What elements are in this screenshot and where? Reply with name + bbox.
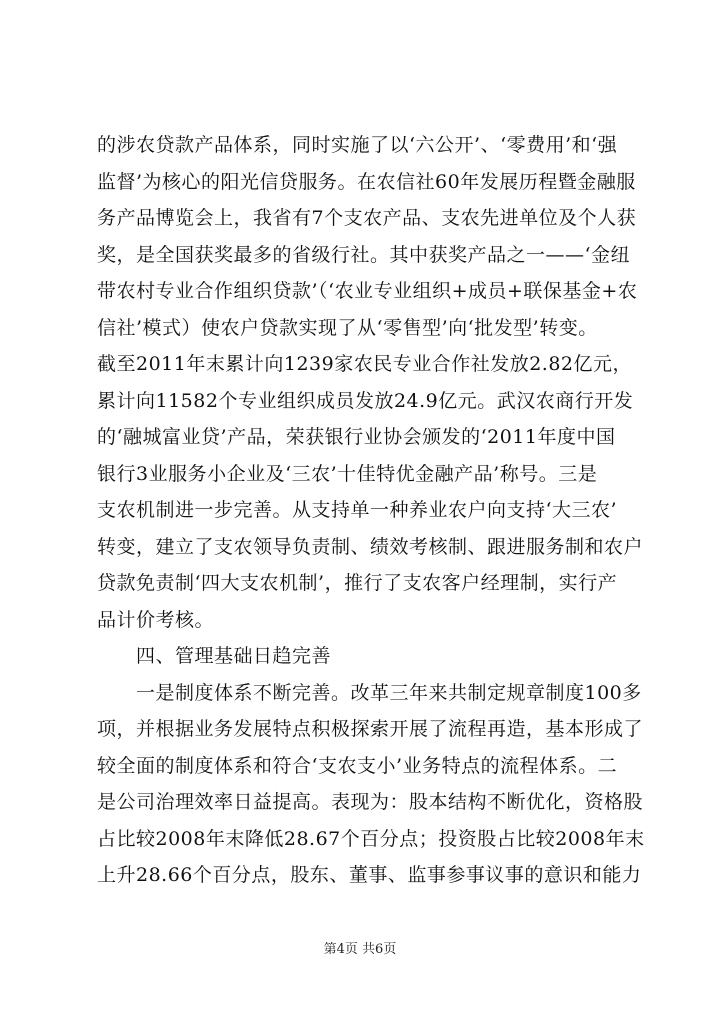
- text-line: 银行3业服务小企业及‘三农’十佳特优金融产品’称号。三是: [97, 462, 598, 485]
- text-line: 截至2011年末累计向1239家农民专业合作社发放2.82亿元，: [97, 353, 633, 375]
- text-line: 监督’为核心的阳光信贷服务。在农信社60年发展历程暨金融服: [97, 170, 636, 193]
- text-line: 支农机制进一步完善。从支持单一种养业农户向支持‘大三农’: [97, 499, 618, 521]
- text-line: 占比较2008年末降低28.67个百分点；投资股占比较2008年末: [97, 827, 645, 850]
- text-line: 转变，建立了支农领导负责制、绩效考核制、跟进服务制和农户: [97, 535, 644, 558]
- text-line: 累计向11582个专业组织成员发放24.9亿元。武汉农商行开发: [97, 389, 634, 412]
- text-line: 的涉农贷款产品体系，同时实施了以‘六公开’、‘零费用’和‘强: [97, 134, 618, 156]
- section-heading: 四、管理基础日趋完善: [97, 645, 332, 667]
- text-line: 较全面的制度体系和符合‘支农支小’业务特点的流程体系。二: [97, 754, 618, 777]
- text-line: 的‘融城富业贷’产品，荣获银行业协会颁发的‘2011年度中国: [97, 426, 616, 448]
- body-text: [97, 127, 645, 894]
- text-line: 贷款免责制‘四大支农机制’，推行了支农客户经理制，实行产: [97, 572, 618, 594]
- text-line: 一是制度体系不断完善。改革三年来共制定规章制度100多: [97, 681, 642, 704]
- text-line: 信社’模式）使农户贷款实现了从‘零售型’向‘批发型’转变。: [97, 316, 598, 339]
- text-line: 品计价考核。: [97, 608, 215, 631]
- text-line: 务产品博览会上，我省有7个支农产品、支农先进单位及个人获: [97, 207, 637, 229]
- text-line: 上升28.66个百分点，股东、董事、监事参事议事的意识和能力: [97, 864, 642, 886]
- page-footer: 第4页 共6页: [323, 942, 397, 957]
- text-line: 奖，是全国获奖最多的省级行社。其中获奖产品之一——‘金纽: [97, 243, 631, 266]
- text-line: 项，并根据业务发展特点积极探索开展了流程再造，基本形成了: [97, 718, 644, 740]
- text-line: 带农村专业合作组织贷款’（‘农业专业组织+成员+联保基金+农: [97, 280, 638, 302]
- text-line: 是公司治理效率日益提高。表现为：股本结构不断优化，资格股: [97, 791, 644, 813]
